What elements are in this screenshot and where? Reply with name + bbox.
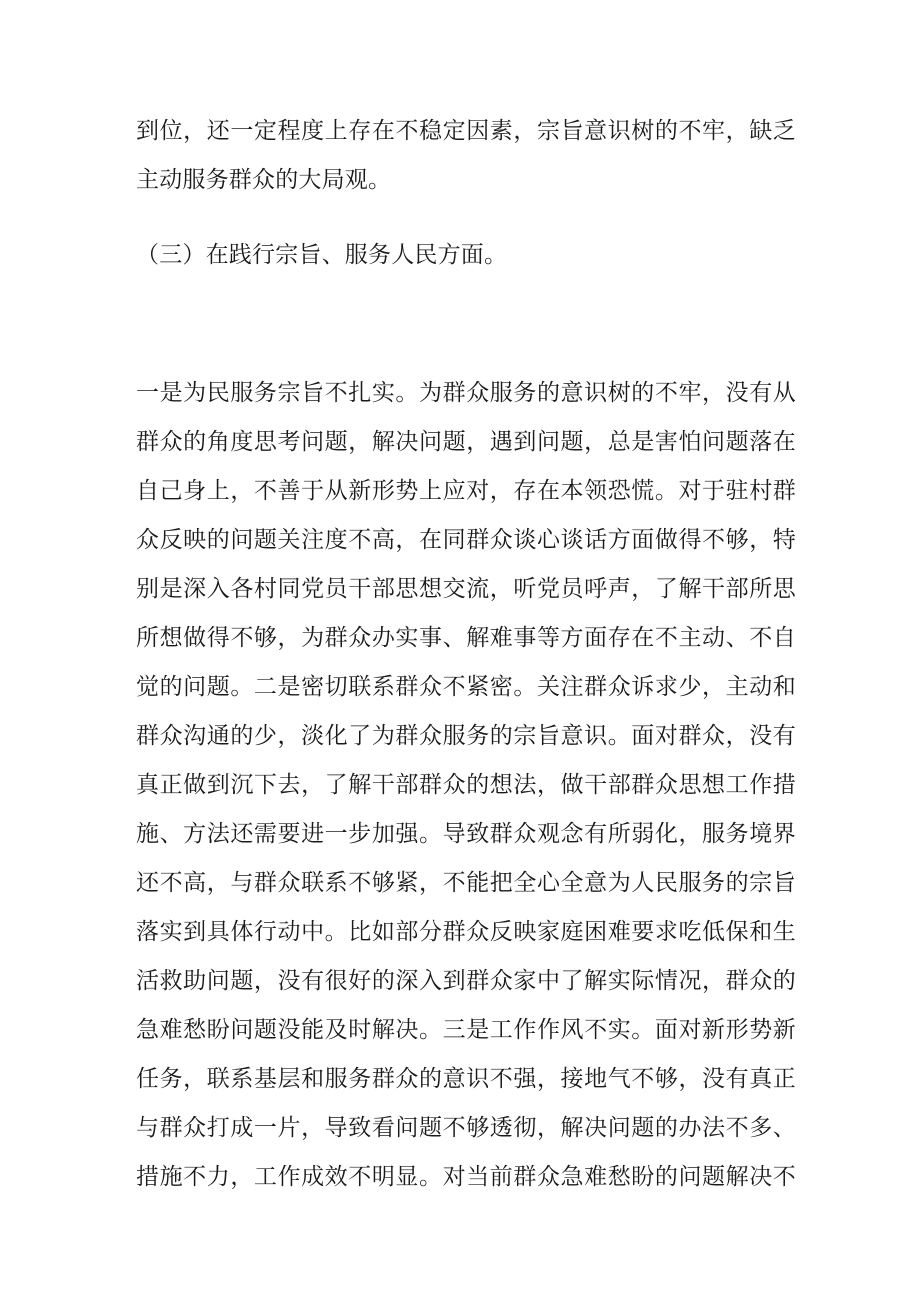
text-line: 急难愁盼问题没能及时解决。三是工作作风不实。面对新形势新 bbox=[136, 1017, 796, 1043]
text-line: 自己身上，不善于从新形势上应对，存在本领恐慌。对于驻村群 bbox=[136, 478, 796, 504]
text-line: 还不高，与群众联系不够紧，不能把全心全意为人民服务的宗旨 bbox=[136, 870, 796, 896]
section-heading: （三）在践行宗旨、服务人民方面。 bbox=[136, 242, 508, 268]
text-line: 群众的角度思考问题，解决问题，遇到问题，总是害怕问题落在 bbox=[136, 429, 796, 455]
text-line: 别是深入各村同党员干部思想交流，听党员呼声，了解干部所思 bbox=[136, 576, 796, 602]
text-line: 到位，还一定程度上存在不稳定因素，宗旨意识树的不牢，缺乏 bbox=[136, 118, 796, 144]
text-line: 措施不力，工作成效不明显。对当前群众急难愁盼的问题解决不 bbox=[136, 1164, 796, 1190]
text-line: 与群众打成一片，导致看问题不够透彻，解决问题的办法不多、 bbox=[136, 1115, 796, 1141]
text-line: 所想做得不够，为群众办实事、解难事等方面存在不主动、不自 bbox=[136, 625, 796, 651]
text-line: 众反映的问题关注度不高，在同群众谈心谈话方面做得不够，特 bbox=[136, 527, 796, 553]
text-line: 觉的问题。二是密切联系群众不紧密。关注群众诉求少，主动和 bbox=[136, 674, 796, 700]
text-line: 一是为民服务宗旨不扎实。为群众服务的意识树的不牢，没有从 bbox=[136, 380, 796, 406]
text-line: 群众沟通的少，淡化了为群众服务的宗旨意识。面对群众，没有 bbox=[136, 723, 796, 749]
text-line: 活救助问题，没有很好的深入到群众家中了解实际情况，群众的 bbox=[136, 968, 796, 994]
text-line: 主动服务群众的大局观。 bbox=[136, 167, 392, 193]
text-line: 任务，联系基层和服务群众的意识不强，接地气不够，没有真正 bbox=[136, 1066, 796, 1092]
text-line: 真正做到沉下去，了解干部群众的想法，做干部群众思想工作措 bbox=[136, 772, 796, 798]
text-line: 落实到具体行动中。比如部分群众反映家庭困难要求吃低保和生 bbox=[136, 919, 796, 945]
text-line: 施、方法还需要进一步加强。导致群众观念有所弱化，服务境界 bbox=[136, 821, 796, 847]
